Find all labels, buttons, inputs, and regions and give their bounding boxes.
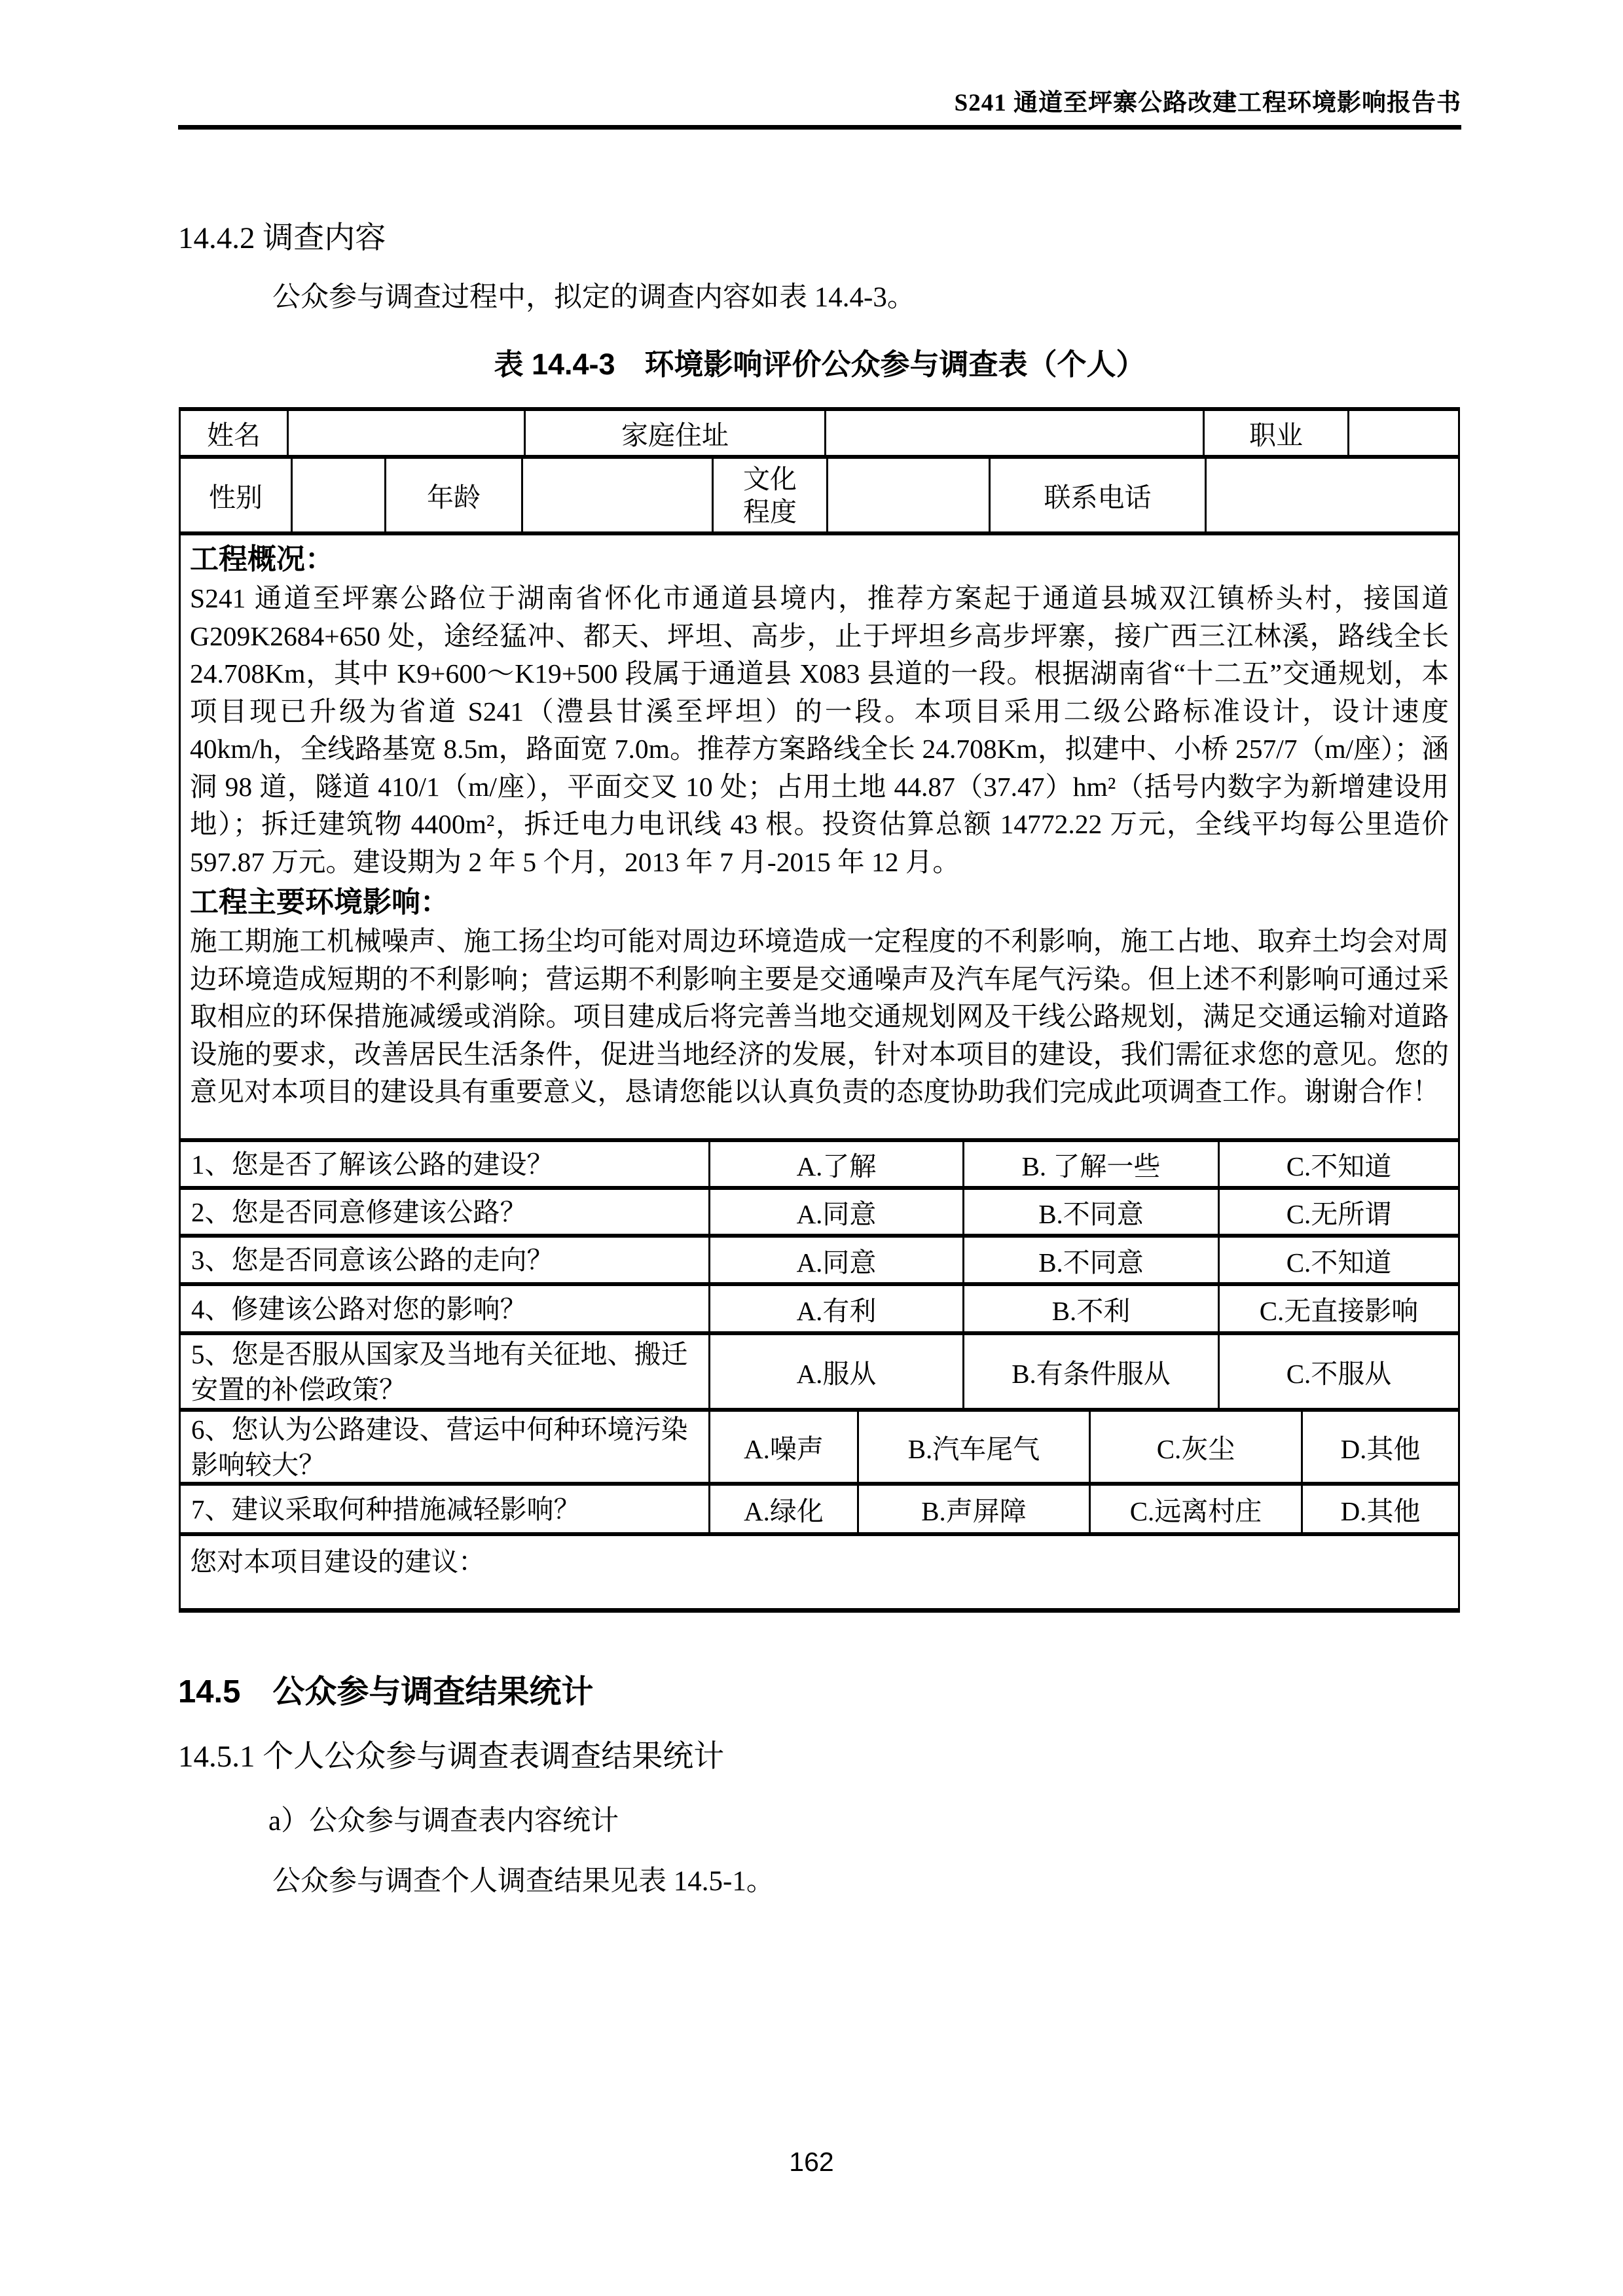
question-row-6 (179, 1408, 1460, 1482)
gender-label: 性别 (179, 459, 291, 531)
question-text: 4、修建该公路对您的影响？ (179, 1286, 708, 1331)
option-b: B.声屏障 (857, 1486, 1089, 1532)
page-header-title: S241 通道至坪寨公路改建工程环境影响报告书 (954, 90, 1461, 117)
description-row (179, 531, 1460, 1138)
question-text: 7、建议采取何种措施减轻影响？ (179, 1486, 708, 1532)
question-text: 6、您认为公路建设、营运中何种环境污染影响较大？ (179, 1412, 708, 1482)
gender-value-cell (291, 459, 384, 531)
question-row-4 (179, 1282, 1460, 1331)
age-label: 年龄 (384, 459, 521, 531)
table-title: 表 14.4-3 环境影响评价公众参与调查表（个人） (494, 348, 1146, 381)
option-c: C.不知道 (1218, 1238, 1460, 1282)
environment-impact-text: 施工期施工机械噪声、施工扬尘均可能对周边环境造成一定程度的不利影响，施工占地、取弃土均会对周边环境造成短期的不利影响；营运期不利影响主要是交通噪声及汽车尾气污染。但上述不利影响可通过采取相应的环保措施减缓或消除。项目建成后将完善当地交通规划网及干线公路规划，满足交通运输对道路设施的要求，改善居民生活条件，促进当地经济的发展，针对本项目的建设，我们需征求您的意见。您的意见对本项目的建设具有重要意义，恳请您能以认真负责的态度协助我们完成此项调查工作。谢谢合作！ (190, 926, 1449, 1107)
option-b: B. 了解一些 (962, 1142, 1218, 1186)
list-item-a: a）公众参与调查表内容统计 (268, 1806, 619, 1837)
name-label: 姓名 (179, 411, 287, 455)
option-b: B.不同意 (962, 1190, 1218, 1234)
question-row-7 (179, 1482, 1460, 1532)
option-b: B.不利 (962, 1286, 1218, 1331)
results-paragraph: 公众参与调查个人调查结果见表 14.5-1。 (272, 1866, 775, 1897)
education-label: 文化程度 (712, 459, 826, 531)
phone-value-cell (1205, 459, 1460, 531)
option-c: C.远离村庄 (1089, 1486, 1301, 1532)
option-c: C.不服从 (1218, 1335, 1460, 1408)
question-text: 3、您是否同意该公路的走向？ (179, 1238, 708, 1282)
question-text: 1、您是否了解该公路的建设？ (179, 1142, 708, 1186)
option-b: B.有条件服从 (962, 1335, 1218, 1408)
header-rule (178, 125, 1461, 130)
option-c: C.不知道 (1218, 1142, 1460, 1186)
question-row-3 (179, 1234, 1460, 1282)
question-text: 5、您是否服从国家及当地有关征地、搬迁安置的补偿政策？ (179, 1335, 708, 1408)
option-c: C.无直接影响 (1218, 1286, 1460, 1331)
page-number: 162 (789, 2147, 834, 2177)
phone-label: 联系电话 (989, 459, 1205, 531)
section-heading-14-5-1: 14.5.1 个人公众参与调查表调查结果统计 (178, 1740, 725, 1774)
intro-paragraph: 公众参与调查过程中，拟定的调查内容如表 14.4-3。 (272, 282, 915, 313)
occupation-value-cell (1347, 411, 1460, 455)
project-overview-text: S241 通道至坪寨公路位于湖南省怀化市通道县境内，推荐方案起于通道县城双江镇桥头村，接国道 G209K2684+650 处，途经猛冲、都天、坪坦、高步，止于坪坦乡高步坪寨，接广西三江林溪，路线全长 24.708Km，其中 K9+600～K19+500 段属于通道县 X083 县道的一段。根据湖南省“十二五”交通规划，本项目现已升级为省道 S241（澧县甘溪至坪坦）的一段。本项目采用二级公路标准设计，设计速度 40km/h，全线路基宽 8.5m，路面宽 7.0m。推荐方案路线全长 24.708Km，拟建中、小桥 257/7（m/座）；涵洞 98 道，隧道 410/1（m/座），平面交叉 10 处；占用土地 44.87（37.47）hm²（括号内数字为新增建设用地）；拆迁建筑物 4400m²，拆迁电力电讯线 43 根。投资估算总额 14772.22 万元，全线平均每公里造价 597.87 万元。建设期为 2 年 5 个月，2013 年 7 月-2015 年 12 月。 (190, 583, 1449, 877)
section-heading-14-4-2: 14.4.2 调查内容 (178, 221, 386, 255)
address-value-cell (824, 411, 1203, 455)
description-cell (179, 535, 1460, 1138)
project-overview-heading: 工程概况： (190, 543, 334, 575)
option-a: A.有利 (708, 1286, 962, 1331)
survey-table (179, 407, 1460, 1613)
question-text: 2、您是否同意修建该公路？ (179, 1190, 708, 1234)
option-b: B.汽车尾气 (857, 1412, 1089, 1482)
option-a: A.噪声 (708, 1412, 857, 1482)
section-heading-14-5: 14.5 公众参与调查结果统计 (178, 1674, 594, 1710)
option-a: A.同意 (708, 1190, 962, 1234)
environment-impact-heading: 工程主要环境影响： (190, 886, 449, 918)
form-row-details (179, 455, 1460, 531)
form-row-identity (179, 407, 1460, 455)
option-d: D.其他 (1301, 1412, 1460, 1482)
question-row-2 (179, 1186, 1460, 1234)
option-a: A.绿化 (708, 1486, 857, 1532)
question-row-1 (179, 1138, 1460, 1186)
question-row-5 (179, 1331, 1460, 1408)
option-c: C.灰尘 (1089, 1412, 1301, 1482)
education-value-cell (826, 459, 989, 531)
suggestion-row (179, 1532, 1460, 1608)
option-a: A.服从 (708, 1335, 962, 1408)
address-label: 家庭住址 (524, 411, 824, 455)
suggestion-label: 您对本项目建设的建议： (179, 1536, 1460, 1608)
option-b: B.不同意 (962, 1238, 1218, 1282)
option-a: A.了解 (708, 1142, 962, 1186)
option-a: A.同意 (708, 1238, 962, 1282)
option-c: C.无所谓 (1218, 1190, 1460, 1234)
option-d: D.其他 (1301, 1486, 1460, 1532)
age-value-cell (521, 459, 712, 531)
name-value-cell (287, 411, 524, 455)
occupation-label: 职业 (1203, 411, 1347, 455)
